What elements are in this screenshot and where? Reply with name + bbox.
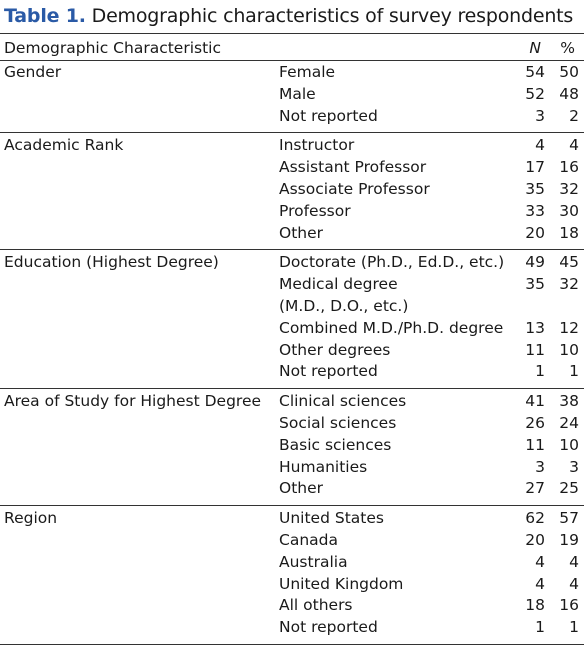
table-row [0,435,584,457]
row-label: All others [279,596,353,615]
table-body [0,62,584,645]
group-label-empty [0,179,279,201]
count-cell: 11 [525,435,545,454]
group-label-empty [0,318,279,340]
row-label: Not reported [279,618,378,637]
column-gap [545,340,559,362]
table-row [0,84,584,106]
right-pad [579,106,584,133]
row-label-cell [279,62,517,84]
table-row [0,179,584,201]
group-label-empty [0,361,279,388]
group-label: Region [4,509,58,528]
table-row [0,595,584,617]
table-row [0,157,584,179]
row-label-continued: (M.D., D.O., etc.) [279,296,409,315]
right-pad [579,552,584,574]
percent-cell: 12 [559,318,579,337]
right-pad [579,478,584,505]
count-cell: 3 [535,106,545,125]
column-gap [545,617,559,644]
group-label-empty [0,106,279,133]
column-gap [545,574,559,596]
table-row [0,617,584,644]
group-label-empty [0,223,279,250]
row-label: Female [279,63,336,81]
group-label-empty [0,457,279,479]
percent-cell: 4 [569,574,579,593]
row-label-cell [279,84,517,106]
group-label-empty [0,478,279,505]
row-label-cell [279,201,517,223]
column-gap [545,413,559,435]
row-label: Instructor [279,136,355,155]
column-gap [545,84,559,106]
group-label: Education (Highest Degree) [4,253,219,272]
count-cell: 26 [525,413,545,432]
group-label-empty [0,274,279,318]
table-row [0,478,584,505]
table-row [0,530,584,552]
right-pad [579,274,584,318]
table-row [0,413,584,435]
right-pad [579,340,584,362]
row-label-cell [279,133,517,157]
count-cell: 41 [525,392,545,411]
count-cell: 18 [525,596,545,615]
percent-cell: 16 [559,596,579,615]
count-cell: 33 [525,201,545,220]
percent-cell: 38 [559,392,579,411]
right-pad [579,179,584,201]
column-gap [545,478,559,505]
table-row [0,274,584,318]
table-row [0,340,584,362]
row-label-cell [279,157,517,179]
row-label: United Kingdom [279,574,404,593]
table-number: Table 1. [4,5,86,27]
row-label-cell [279,106,517,133]
count-cell: 20 [525,530,545,549]
row-label-cell [279,274,517,318]
row-label: Canada [279,530,338,549]
row-label-cell [279,478,517,505]
percent-cell: 32 [559,275,579,294]
percent-cell: 10 [559,435,579,454]
table-row [0,133,584,157]
column-gap [545,318,559,340]
column-gap [545,435,559,457]
row-label-cell [279,179,517,201]
percent-cell: 30 [559,201,579,220]
column-gap [545,179,559,201]
table-row [0,62,584,84]
column-gap [545,133,559,157]
row-label: United States [279,509,384,528]
count-cell: 17 [525,158,545,177]
row-label: Other degrees [279,340,391,359]
row-label-cell [279,574,517,596]
right-pad [579,133,584,157]
right-pad [579,318,584,340]
right-pad [579,595,584,617]
row-label: Clinical sciences [279,392,407,411]
group-label-empty [0,157,279,179]
table-row [0,506,584,530]
row-label: Other [279,223,324,242]
count-cell: 54 [525,63,545,81]
count-cell: 1 [535,362,545,381]
row-label-cell [279,413,517,435]
right-pad [579,457,584,479]
row-label-cell [279,250,517,274]
row-label-cell [279,389,517,413]
group-label: Gender [4,63,62,81]
table-row [0,223,584,250]
right-pad [579,435,584,457]
count-cell: 13 [525,318,545,337]
group-label-empty [0,530,279,552]
count-cell: 3 [535,457,545,476]
count-cell: 27 [525,479,545,498]
column-gap [545,223,559,250]
header-percent: % [560,39,575,57]
right-pad [579,223,584,250]
percent-cell: 2 [569,106,579,125]
table-row [0,457,584,479]
column-gap [545,201,559,223]
percent-cell: 10 [559,340,579,359]
right-pad [579,506,584,530]
row-label-cell [279,340,517,362]
row-label-cell [279,223,517,250]
group-label-empty [0,340,279,362]
column-gap [545,457,559,479]
row-label-cell [279,435,517,457]
row-label-cell [279,506,517,530]
right-pad [579,617,584,644]
percent-cell: 24 [559,413,579,432]
row-label-cell [279,361,517,388]
table-row [0,250,584,274]
row-label-cell [279,552,517,574]
table-row [0,201,584,223]
header-characteristic: Demographic Characteristic [4,39,221,57]
table-row [0,361,584,388]
data-table [0,62,584,645]
row-label: Other [279,479,324,498]
group-label-empty [0,617,279,644]
group-label-empty [0,552,279,574]
header-n: N [529,39,541,57]
count-cell: 4 [535,552,545,571]
count-cell: 20 [525,223,545,242]
column-gap [545,106,559,133]
table-title: Demographic characteristics of survey respondents [91,5,574,27]
column-gap [545,274,559,318]
count-cell: 4 [535,136,545,155]
group-label-empty [0,201,279,223]
percent-cell: 50 [559,63,579,81]
right-pad [579,413,584,435]
row-label-cell [279,457,517,479]
percent-cell: 4 [569,552,579,571]
row-label: Associate Professor [279,179,430,198]
table-row [0,552,584,574]
count-cell: 52 [525,84,545,103]
group-label: Area of Study for Highest Degree [4,392,262,411]
right-pad [579,389,584,413]
column-gap [545,530,559,552]
percent-cell: 57 [559,509,579,528]
row-label: Professor [279,201,351,220]
table-row [0,318,584,340]
group-label-empty [0,413,279,435]
group-label-empty [0,435,279,457]
group-label: Academic Rank [4,136,124,155]
row-label: Combined M.D./Ph.D. degree [279,318,504,337]
row-label: Basic sciences [279,435,392,454]
row-label: Medical degree [279,275,398,294]
percent-cell: 48 [559,84,579,103]
row-label: Humanities [279,457,368,476]
column-gap [545,595,559,617]
row-label: Social sciences [279,413,397,432]
table-caption [4,3,573,29]
right-pad [579,62,584,84]
column-gap [545,389,559,413]
count-cell: 49 [525,253,545,272]
row-label-cell [279,617,517,644]
percent-cell: 4 [569,136,579,155]
percent-cell: 16 [559,158,579,177]
column-gap [545,506,559,530]
column-gap [545,250,559,274]
row-label: Not reported [279,106,378,125]
right-pad [579,250,584,274]
right-pad [579,201,584,223]
percent-cell: 1 [569,618,579,637]
column-gap [545,552,559,574]
count-cell: 11 [525,340,545,359]
percent-cell: 18 [559,223,579,242]
group-label-empty [0,84,279,106]
right-pad [579,530,584,552]
count-cell: 35 [525,275,545,294]
count-cell: 4 [535,574,545,593]
column-gap [545,62,559,84]
header-rule [0,60,584,61]
right-pad [579,361,584,388]
group-label-empty [0,595,279,617]
row-label: Assistant Professor [279,158,427,177]
right-pad [579,84,584,106]
group-label-empty [0,574,279,596]
row-label: Male [279,84,316,103]
top-rule [0,33,584,34]
percent-cell: 32 [559,179,579,198]
percent-cell: 3 [569,457,579,476]
row-label: Not reported [279,362,378,381]
row-label: Australia [279,552,348,571]
row-label-cell [279,595,517,617]
percent-cell: 45 [559,253,579,272]
table-row [0,574,584,596]
table-row [0,389,584,413]
percent-cell: 19 [559,530,579,549]
row-label-cell [279,530,517,552]
column-gap [545,361,559,388]
row-label: Doctorate (Ph.D., Ed.D., etc.) [279,253,505,272]
table-row [0,106,584,133]
column-gap [545,157,559,179]
count-cell: 62 [525,509,545,528]
right-pad [579,574,584,596]
count-cell: 35 [525,179,545,198]
count-cell: 1 [535,618,545,637]
right-pad [579,157,584,179]
percent-cell: 1 [569,362,579,381]
row-label-cell [279,318,517,340]
percent-cell: 25 [559,479,579,498]
